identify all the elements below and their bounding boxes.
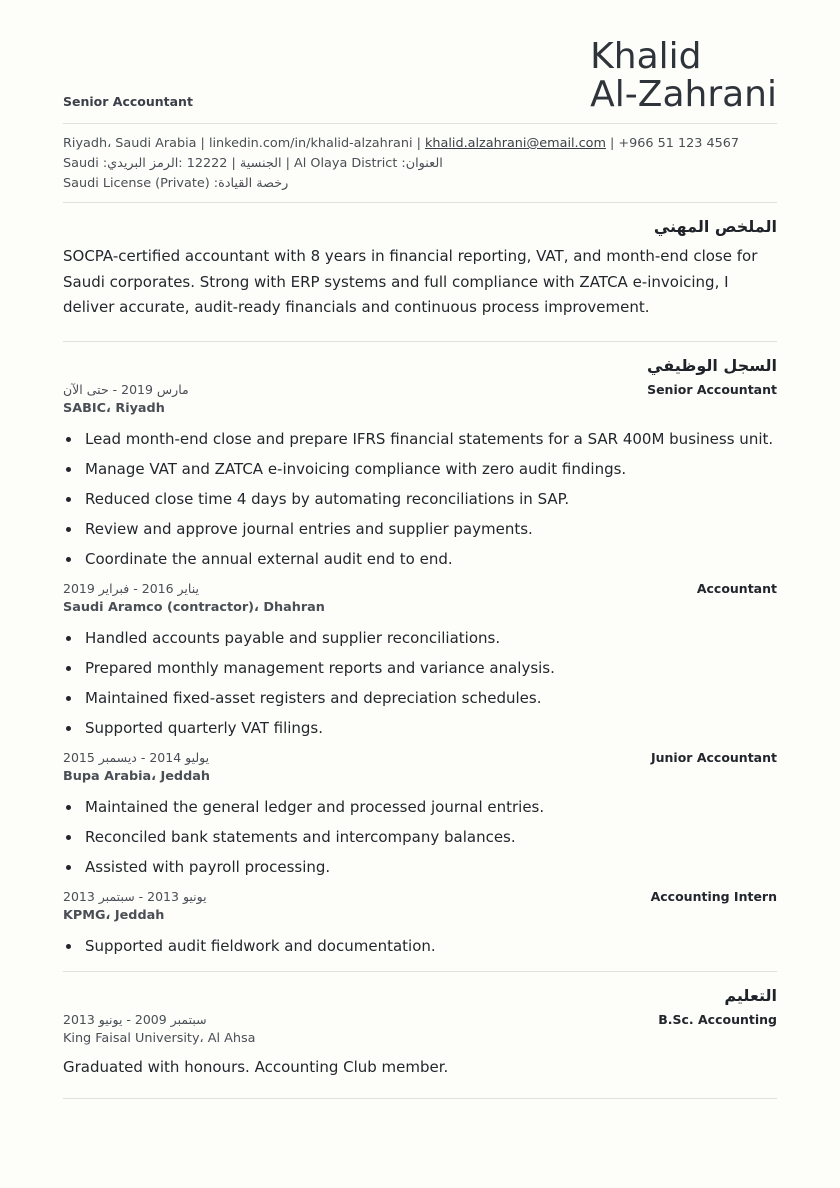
education-entry xyxy=(63,1009,777,1092)
job-dates: يوليو 2014 - ديسمبر 2015 xyxy=(63,749,210,765)
job-bullets xyxy=(63,623,777,743)
job-bullet: Supported audit fieldwork and documentation. xyxy=(63,931,777,961)
job-bullet: Supported quarterly VAT filings. xyxy=(63,713,777,743)
education-head xyxy=(63,1009,777,1029)
section-title-education: التعليم xyxy=(724,985,777,1005)
job-role: Accounting Intern xyxy=(650,888,777,904)
email-link[interactable]: khalid.alzahrani@email.com xyxy=(424,136,606,151)
job-bullet: Maintained the general ledger and processed journal entries. xyxy=(63,792,777,822)
job-entry xyxy=(63,578,777,743)
contact-line-3: Saudi License (Private) :رخصة القيادة xyxy=(63,176,289,191)
job-head xyxy=(63,379,777,399)
job-head xyxy=(63,886,777,906)
job-dates: يناير 2016 - فبراير 2019 xyxy=(63,580,199,596)
education-section xyxy=(63,972,777,1098)
job-head xyxy=(63,578,777,598)
job-title: Senior Accountant xyxy=(63,94,193,109)
job-role: Accountant xyxy=(696,580,777,596)
job-company: Saudi Aramco (contractor)، Dhahran xyxy=(63,599,325,615)
job-company: SABIC، Riyadh xyxy=(63,400,165,416)
job-bullet: Reduced close time 4 days by automating reconciliations in SAP. xyxy=(63,484,777,514)
job-dates: يونيو 2013 - سبتمبر 2013 xyxy=(63,888,207,904)
job-role: Junior Accountant xyxy=(650,749,777,765)
education-dates: سبتمبر 2009 - يونيو 2013 xyxy=(63,1011,207,1027)
job-bullet: Reconciled bank statements and intercompany balances. xyxy=(63,822,777,852)
job-bullet: Handled accounts payable and supplier reconciliations. xyxy=(63,623,777,653)
resume-header xyxy=(63,38,777,122)
job-bullet: Coordinate the annual external audit end to end. xyxy=(63,544,777,574)
job-role: Senior Accountant xyxy=(647,381,777,397)
job-bullet: Review and approve journal entries and supplier payments. xyxy=(63,514,777,544)
job-head xyxy=(63,747,777,767)
job-list xyxy=(63,379,777,961)
contact-location-linkedin: Riyadh، Saudi Arabia | linkedin.com/in/khalid-alzahrani | xyxy=(63,136,425,151)
contact-phone: | +966 51 123 4567 xyxy=(605,136,740,151)
job-dates: مارس 2019 - حتى الآن xyxy=(63,381,189,397)
education-school: King Faisal University، Al Ahsa xyxy=(63,1030,256,1046)
section-title-experience: السجل الوظيفي xyxy=(647,355,777,375)
job-bullets xyxy=(63,792,777,882)
summary-text: SOCPA-certified accountant with 8 years in financial reporting, VAT, and month-end close for Saudi corporates. Strong with ERP systems and full compliance with ZATCA e-invoicing, I deliver accurate, audit-ready financials and continuous process improvement. xyxy=(63,247,758,316)
divider xyxy=(63,1098,777,1099)
summary-section xyxy=(63,203,777,341)
job-bullet: Prepared monthly management reports and variance analysis. xyxy=(63,653,777,683)
job-entry xyxy=(63,379,777,574)
section-title-summary: الملخص المهني xyxy=(653,217,777,236)
job-bullets xyxy=(63,931,777,961)
job-entry xyxy=(63,747,777,882)
candidate-name xyxy=(590,38,777,114)
contact-block xyxy=(63,124,777,202)
job-bullet: Assisted with payroll processing. xyxy=(63,852,777,882)
job-entry xyxy=(63,886,777,961)
job-bullet: Manage VAT and ZATCA e-invoicing compliance with zero audit findings. xyxy=(63,454,777,484)
contact-line-2: Saudi :الجنسية | 12222 :الرمز البريدي | Al Olaya District :العنوان xyxy=(63,156,443,171)
name-last: Al-Zahrani xyxy=(590,74,777,115)
education-degree: B.Sc. Accounting xyxy=(658,1011,777,1027)
job-bullet: Maintained fixed-asset registers and depreciation schedules. xyxy=(63,683,777,713)
contact-line-1 xyxy=(63,134,777,154)
job-company: Bupa Arabia، Jeddah xyxy=(63,768,210,784)
education-note: Graduated with honours. Accounting Club member. xyxy=(63,1057,449,1076)
name-first: Khalid xyxy=(590,36,702,77)
experience-section xyxy=(63,342,777,971)
job-company: KPMG، Jeddah xyxy=(63,907,165,923)
job-bullets xyxy=(63,424,777,574)
job-bullet: Lead month-end close and prepare IFRS financial statements for a SAR 400M business unit. xyxy=(63,424,777,454)
